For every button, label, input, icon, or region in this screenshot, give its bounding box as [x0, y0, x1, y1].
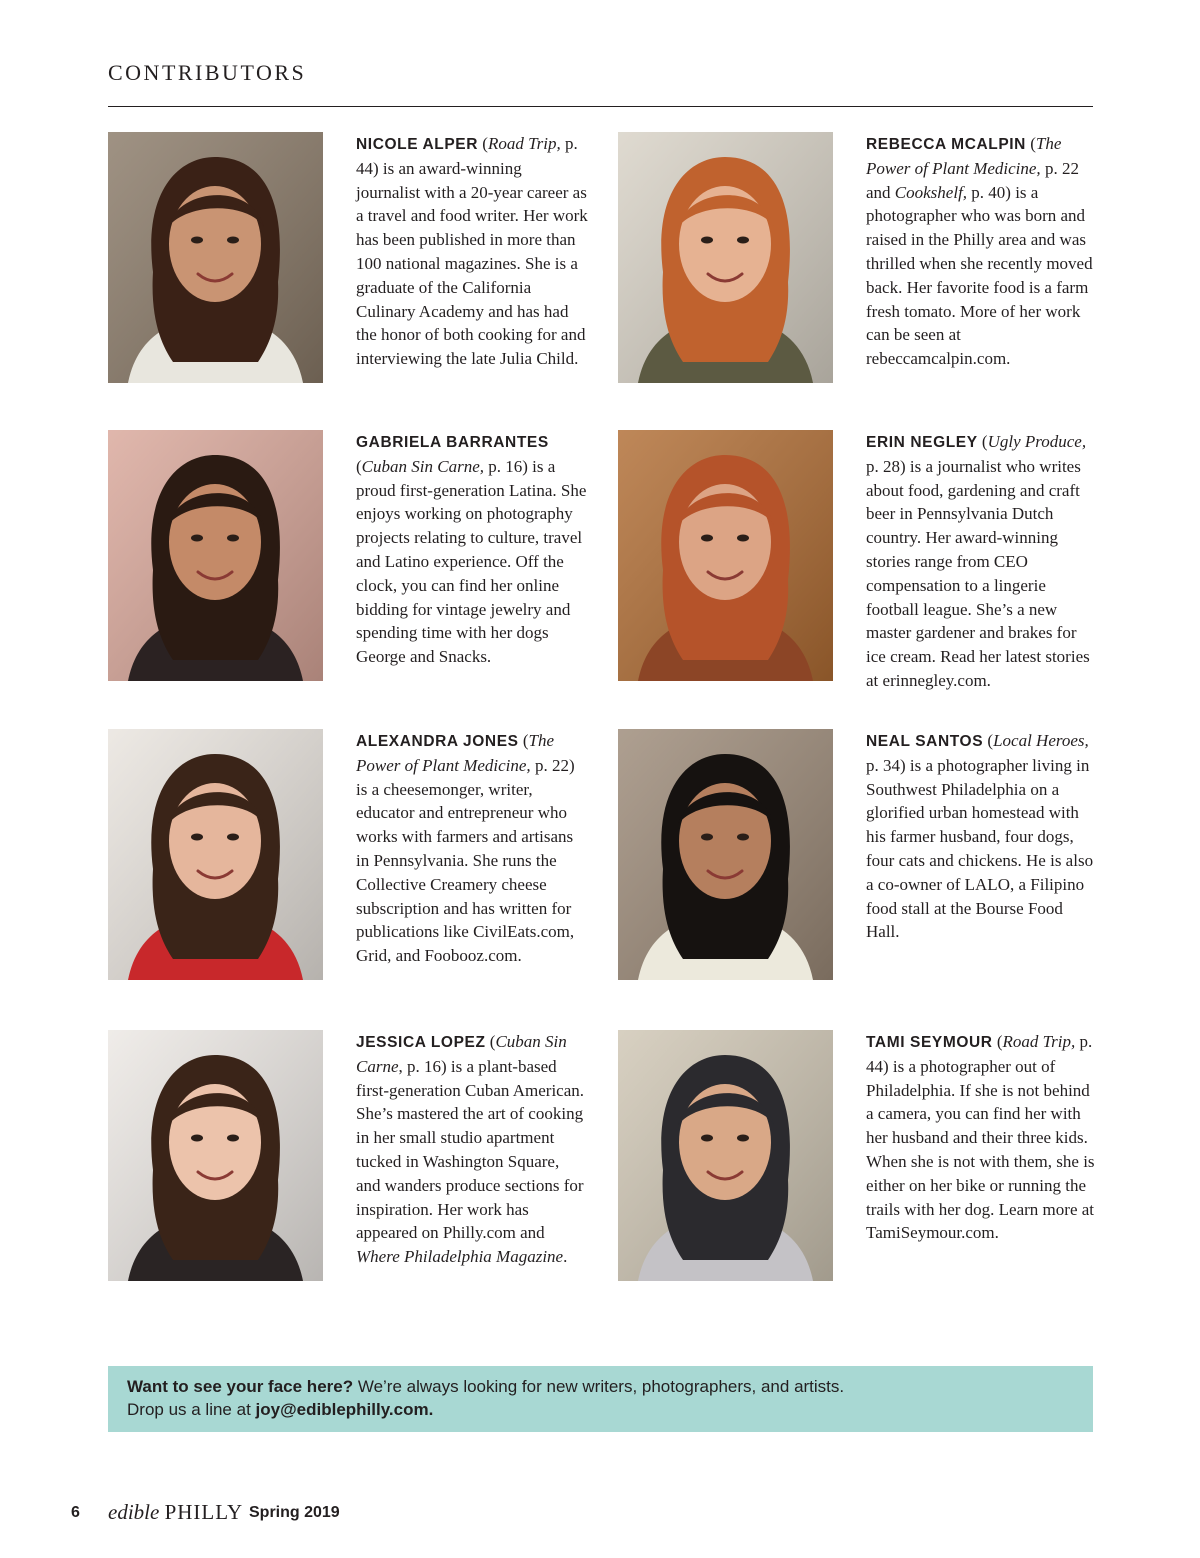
contributor-name: JESSICA LOPEZ	[356, 1034, 486, 1051]
article-title: Road Trip,	[1002, 1032, 1076, 1051]
contributor-name: GABRIELA BARRANTES	[356, 434, 549, 451]
article-title: Where Philadelphia Magazine	[356, 1247, 564, 1267]
contributor-bio	[866, 1030, 1098, 1245]
article-title: Cuban Sin Carne,	[361, 456, 484, 476]
bio-text: p. 22) is a cheesemonger, writer, educator and entrepreneur who works with farmers and artisans in Pennsylvania. She runs the Collective Creamery cheese subscription and has written for publications like CivilEats.com, Grid, and Foobooz.com.	[356, 755, 575, 966]
cta-text: We’re always looking for new writers, photographers, and artists.	[353, 1377, 845, 1396]
contributor-photo	[618, 729, 833, 980]
contributor-bio	[866, 430, 1098, 693]
bio-text: (	[983, 731, 994, 750]
page-footer	[0, 1500, 600, 1528]
cta-lead: Want to see your face here?	[127, 1377, 354, 1396]
contributor-name: NEAL SANTOS	[866, 733, 984, 750]
cta-email-link[interactable]: joy@ediblephilly.com.	[255, 1399, 434, 1419]
bio-text: , p. 16) is a plant-based first-generation Cuban American. She’s mastered the art of cooking in her small studio apartment tucked in Washington Square, and wanders produce sections for inspiration. Her work has appeared on Philly.com and	[356, 1056, 585, 1243]
magazine-brand	[108, 1500, 243, 1525]
bio-text: (	[485, 1032, 496, 1051]
header-rule	[108, 106, 1093, 107]
contributor-photo	[108, 430, 323, 681]
article-title: Ugly Produce,	[987, 432, 1087, 451]
contributor-photo	[618, 132, 833, 383]
contributor-bio	[356, 1030, 588, 1269]
contributor-name: ERIN NEGLEY	[866, 434, 978, 451]
contributor-photo	[618, 430, 833, 681]
bio-text: p. 44) is a photographer out of Philadelphia. If she is not behind a camera, you can find her with her husband and their three kids. When she is not with them, she is either on her bike or running the trails with her dog. Learn more at TamiSeymour.com.	[866, 1032, 1095, 1243]
contributor-name: ALEXANDRA JONES	[356, 733, 519, 750]
brand-italic: edible	[108, 1500, 160, 1524]
contributor-bio	[866, 132, 1098, 371]
cta-line-1	[127, 1376, 1074, 1399]
bio-text: p. 44) is an award-winning journalist with a 20-year career as a travel and food writer. Her work has been published in more than 100 national magazines. She is a graduate of the California Culinary Academy and has had the honor of both cooking for and interviewing the late Julia Child.	[356, 134, 588, 369]
bio-text: (	[356, 456, 362, 476]
contributor-photo	[618, 1030, 833, 1281]
article-title: Cuban Sin Carne	[356, 1032, 567, 1076]
cta-text-2: Drop us a line at	[127, 1399, 256, 1419]
article-title: Cookshelf,	[894, 182, 968, 202]
bio-text: .	[563, 1247, 568, 1267]
article-title: The Power of Plant Medicine,	[866, 134, 1062, 178]
contributor-photo	[108, 1030, 323, 1281]
contributor-bio	[866, 729, 1098, 944]
contributor-bio	[356, 430, 588, 669]
bio-text: p. 40) is a photographer who was born and raised in the Philly area and was thrilled when she recently moved back. Her favorite food is a farm fresh tomato. More of her work can be seen at rebeccamcalpin.com.	[866, 182, 1093, 369]
brand-caps: PHILLY	[164, 1500, 244, 1524]
section-title: CONTRIBUTORS	[108, 60, 307, 85]
contributor-bio	[356, 132, 588, 371]
bio-text: (	[518, 731, 529, 750]
bio-text: (	[992, 1032, 1003, 1051]
page-number: 6	[71, 1504, 80, 1521]
article-title: Local Heroes,	[993, 731, 1089, 750]
bio-text: p. 22 and	[866, 158, 1079, 202]
bio-text: (	[478, 134, 488, 153]
bio-text: p. 34) is a photographer living in Southwest Philadelphia on a glorified urban homestead with his farmer husband, four dogs, four cats and chickens. He is also a co-owner of LALO, a Filipino food stall at the Bourse Food Hall.	[866, 755, 1094, 942]
cta-line-2	[127, 1399, 1074, 1422]
contributor-name: TAMI SEYMOUR	[866, 1034, 993, 1051]
contributor-photo	[108, 729, 323, 980]
call-to-action-box	[108, 1366, 1093, 1432]
bio-text: p. 28) is a journalist who writes about food, gardening and craft beer in Pennsylvania Dutch country. Her award-winning stories range from CEO compensation to a lingerie football league. She’s a new master gardener and brakes for ice cream. Read her latest stories at erinnegley.com.	[866, 456, 1090, 690]
contributor-name: NICOLE ALPER	[356, 136, 479, 153]
contributor-photo	[108, 132, 323, 383]
bio-text: (	[977, 432, 988, 451]
article-title: Road Trip,	[487, 134, 561, 153]
contributor-bio	[356, 729, 588, 968]
contributor-name: REBECCA MCALPIN	[866, 136, 1026, 153]
bio-text: (	[1025, 134, 1036, 153]
issue-date: Spring 2019	[249, 1504, 340, 1521]
bio-text: p. 16) is a proud first-generation Latina. She enjoys working on photography projects relating to culture, travel and Latino experience. Off the clock, you can find her online bidding for vintage jewelry and spending time with her dogs George and Snacks.	[356, 456, 587, 667]
article-title: The Power of Plant Medicine,	[356, 731, 555, 775]
